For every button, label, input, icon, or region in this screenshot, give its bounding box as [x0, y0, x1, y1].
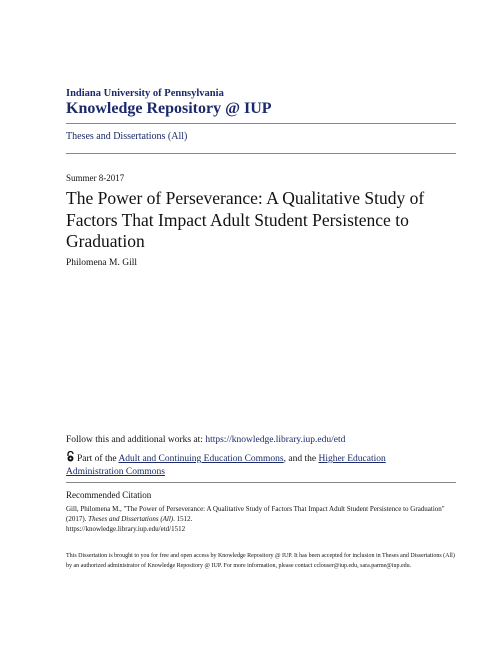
citation-number: . 1512.: [173, 515, 193, 523]
citation-source: Theses and Dissertations (All): [88, 515, 174, 523]
part-of-prefix: Part of the: [77, 454, 119, 464]
repository-name[interactable]: Knowledge Repository @ IUP: [66, 100, 272, 117]
access-notice: This Dissertation is brought to you for free and open access by Knowledge Repository @ IUP. It has been accepted for inclusion in Theses and Dissertations (All) by an authorized administrator of Knowledge Repository @ IUP. For more information, please contact cclouser@iup.edu, sara.parme@iup.edu.: [66, 553, 455, 569]
collection-link[interactable]: Theses and Dissertations (All): [66, 131, 188, 142]
citation-divider: [66, 482, 456, 483]
higher-education-commons-link[interactable]: Higher Education Administration Commons: [66, 454, 386, 477]
follow-line: [66, 435, 345, 445]
paper-title: The Power of Perseverance: A Qualitative Study of Factors That Impact Adult Student Persistence to Graduation: [66, 188, 425, 251]
citation-url[interactable]: https://knowledge.library.iup.edu/etd/1512: [66, 525, 186, 533]
citation-main: Gill, Philomena M., "The Power of Perseverance: A Qualitative Study of Factors That Impact Adult Student Persistence to Graduation" (2017).: [66, 505, 445, 523]
header-divider: [66, 123, 456, 124]
part-of-middle: , and the: [283, 454, 319, 464]
follow-text: Follow this and additional works at:: [66, 435, 206, 445]
follow-link[interactable]: https://knowledge.library.iup.edu/etd: [205, 435, 346, 445]
publication-date: Summer 8-2017: [66, 173, 125, 183]
university-name: Indiana University of Pennsylvania: [66, 88, 224, 99]
citation-text: [66, 504, 456, 534]
open-access-lock-icon: [66, 451, 75, 466]
author-name: Philomena M. Gill: [66, 258, 137, 268]
part-of-line: [66, 451, 426, 478]
recommended-citation-heading: Recommended Citation: [66, 490, 152, 500]
collection-divider: [66, 153, 456, 154]
adult-education-commons-link[interactable]: Adult and Continuing Education Commons: [118, 454, 284, 464]
